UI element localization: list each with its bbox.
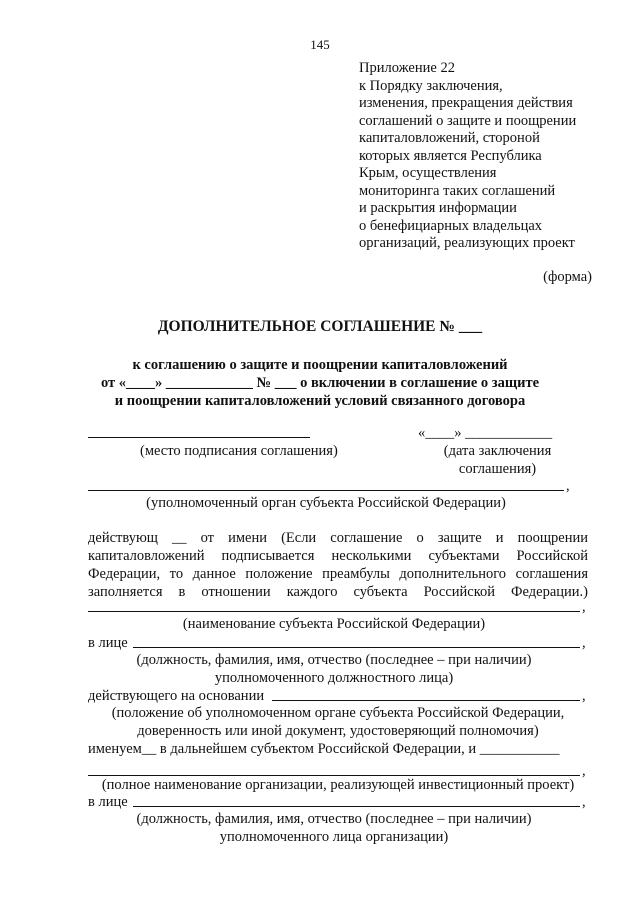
acting-line: капиталовложений подписывается несколькими субъектами Российской — [88, 548, 588, 564]
basis-caption-line: доверенность или иной документ, удостоверяющий полномочия) — [137, 723, 539, 739]
person1-label: в лице — [88, 635, 128, 651]
subject-comma: , — [582, 599, 586, 615]
person2-comma: , — [582, 794, 586, 810]
date-caption-line: соглашения) — [458, 461, 537, 477]
authority-field-line[interactable] — [88, 490, 564, 491]
person1-caption-line: (должность, фамилия, имя, отчество (последнее – при наличии) — [136, 652, 532, 668]
annex-line: капиталовложений, стороной — [359, 130, 540, 146]
acting-line: Федерации, то данное положение преамбулы дополнительного соглашения — [88, 566, 588, 582]
org-comma: , — [582, 763, 586, 779]
subject-caption: (наименование субъекта Российской Федерации) — [182, 616, 486, 632]
person2-label: в лице — [88, 794, 128, 810]
date-caption-line: (дата заключения — [443, 443, 552, 459]
date-field[interactable]: «____» ____________ — [418, 425, 553, 441]
place-caption: (место подписания соглашения) — [140, 443, 338, 459]
annex-line: соглашений о защите и поощрении — [359, 112, 577, 129]
page-number: 145 — [310, 37, 330, 52]
person2-field-line[interactable] — [133, 806, 580, 807]
person1-field-line[interactable] — [133, 647, 580, 648]
annex-line: о бенефициарных владельцах — [359, 217, 543, 234]
annex-line: Приложение 22 — [359, 60, 455, 76]
named-line: именуем__ в дальнейшем субъектом Российской Федерации, и ___________ — [88, 741, 560, 757]
person1-caption-line: уполномоченного должностного лица) — [214, 670, 454, 686]
basis-caption-line: (положение об уполномоченном органе субъекта Российской Федерации, — [111, 705, 565, 721]
acting-line: действующ __ от имени (Если соглашение о защите и поощрении — [88, 530, 588, 546]
authority-comma: , — [566, 478, 570, 494]
subtitle-line: и поощрении капиталовложений условий связанного договора — [114, 393, 526, 409]
document-title: ДОПОЛНИТЕЛЬНОЕ СОГЛАШЕНИЕ № ___ — [157, 318, 483, 335]
basis-label: действующего на основании — [88, 688, 265, 704]
org-caption: (полное наименование организации, реализующей инвестиционный проект) — [101, 777, 575, 793]
basis-comma: , — [582, 688, 586, 704]
annex-line: Крым, осуществления — [359, 165, 497, 181]
annex-line: и раскрытия информации — [359, 200, 517, 216]
annex-line: организаций, реализующих проект — [359, 235, 575, 251]
annex-block — [359, 60, 576, 253]
subtitle-line: к соглашению о защите и поощрении капиталовложений — [132, 357, 508, 373]
subject-field-line[interactable] — [88, 611, 580, 612]
annex-line: мониторинга таких соглашений — [359, 182, 556, 199]
place-field-line[interactable] — [88, 437, 310, 438]
form-label: (форма) — [543, 269, 592, 285]
subtitle-line: от «____» ____________ № ___ о включении в соглашение о защите — [100, 375, 540, 391]
person1-comma: , — [582, 635, 586, 651]
annex-line: к Порядку заключения, — [359, 77, 503, 94]
person2-caption-line: уполномоченного лица организации) — [219, 829, 449, 845]
acting-line: заполняется в отношении каждого субъекта Российской Федерации.) — [88, 584, 588, 600]
annex-line: изменения, прекращения действия — [359, 95, 573, 111]
person2-caption-line: (должность, фамилия, имя, отчество (последнее – при наличии) — [136, 811, 532, 827]
basis-field-line[interactable] — [272, 700, 580, 701]
annex-line: которых является Республика — [359, 147, 542, 164]
authority-caption: (уполномоченный орган субъекта Российской Федерации) — [146, 495, 506, 511]
